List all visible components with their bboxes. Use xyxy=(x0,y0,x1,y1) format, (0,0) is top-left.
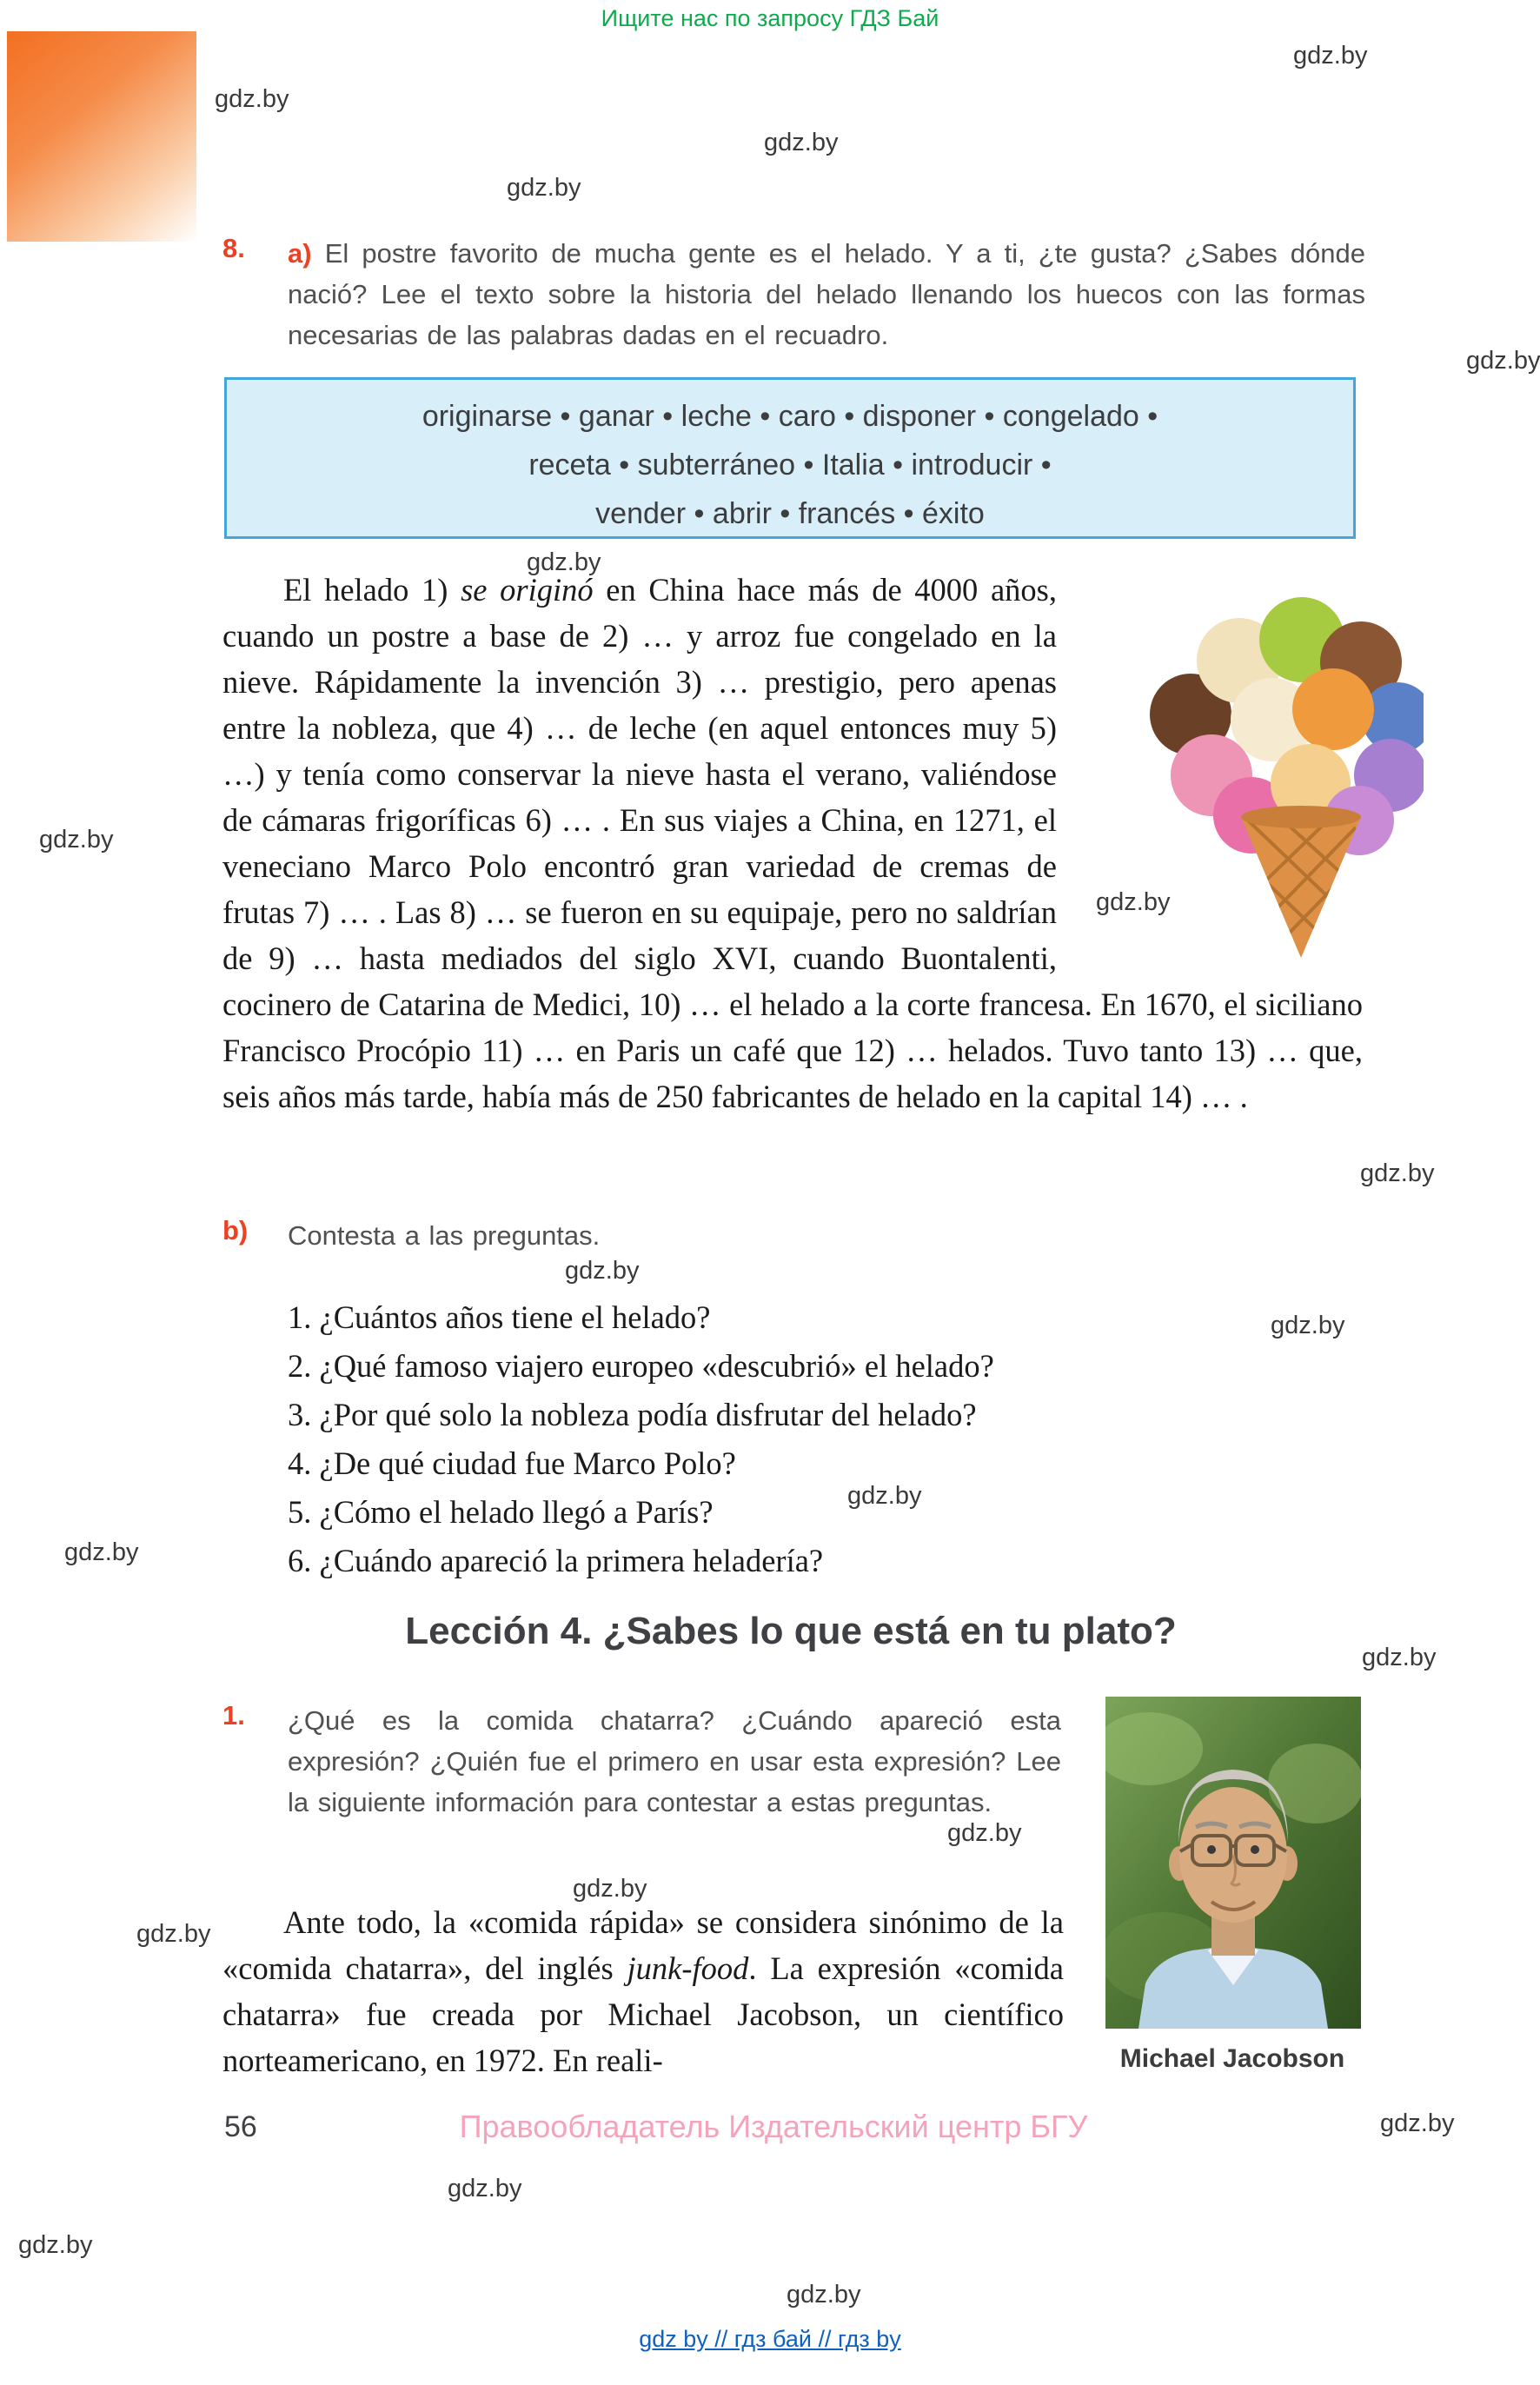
watermark: gdz.by xyxy=(947,1819,1022,1847)
part-b-label: b) xyxy=(222,1215,249,1246)
question-item: 5. ¿Cómo el helado llegó a París? xyxy=(288,1494,714,1530)
word-bank-line: vender • abrir • francés • éxito xyxy=(595,497,985,530)
watermark: gdz.by xyxy=(1360,1159,1435,1187)
reading-paragraph xyxy=(222,567,1363,1119)
part-a-label: a) xyxy=(288,238,312,269)
questions-list xyxy=(288,1293,994,1585)
watermark: gdz.by xyxy=(39,826,114,854)
watermark: gdz.by xyxy=(565,1257,640,1285)
exercise-8b xyxy=(222,1215,1365,1256)
watermark: gdz.by xyxy=(136,1920,211,1948)
exercise-8a xyxy=(222,233,1365,355)
watermark: gdz.by xyxy=(1380,2109,1455,2137)
question-item: 1. ¿Cuántos años tiene el helado? xyxy=(288,1299,711,1335)
exercise-1-number: 1. xyxy=(222,1700,245,1731)
orange-corner-decoration xyxy=(7,31,196,242)
part-a-text: El postre favorito de mucha gente es el helado. Y a ti, ¿te gusta? ¿Sabes dónde nació? Lee el texto sobre la historia del helado llenando los huecos con las formas necesarias de las palabras dadas en el recuadro. xyxy=(288,238,1365,350)
reading-text xyxy=(222,567,1363,1119)
watermark: gdz.by xyxy=(1096,888,1171,916)
watermark: gdz.by xyxy=(507,174,581,202)
watermark: gdz.by xyxy=(18,2231,93,2259)
para2-part2: . La expresión «comida chatarra» fue creada por Michael Jacobson, un científico norteamericano, en 1972. En reali- xyxy=(222,1950,1064,2078)
word-bank-box xyxy=(224,377,1356,539)
exercise-1-instruction: ¿Qué es la comida chatarra? ¿Cuándo apareció esta expresión? ¿Quién fue el primero en usar esta expresión? Lee la siguiente información para contestar a estas preguntas. xyxy=(288,1705,1061,1817)
para2-part1: Ante todo, la «comida rápida» se considera sinónimo de la «comida chatarra», del inglés xyxy=(222,1904,1064,1986)
watermark: gdz.by xyxy=(1466,347,1540,375)
exercise-8-number: 8. xyxy=(222,233,245,263)
watermark: gdz.by xyxy=(573,1875,647,1903)
michael-jacobson-portrait-icon xyxy=(1105,1697,1361,2029)
question-item: 2. ¿Qué famoso viajero europeo «descubrió» el helado? xyxy=(288,1348,994,1384)
watermark: gdz.by xyxy=(215,85,289,113)
watermark: gdz.by xyxy=(448,2175,522,2202)
watermark: gdz.by xyxy=(527,548,601,576)
footer-links[interactable]: gdz by // гдз бай // гдз by xyxy=(639,2326,901,2352)
copyright-line: Правообладатель Издательский центр БГУ xyxy=(459,2109,1088,2144)
ice-cream-cone-icon xyxy=(1137,567,1424,967)
word-bank-line: originarse • ganar • leche • caro • disponer • congelado • xyxy=(422,400,1158,433)
part-b-instruction: Contesta a las preguntas. xyxy=(288,1220,601,1251)
portrait-photo xyxy=(1105,1697,1361,2029)
word-bank-line: receta • subterráneo • Italia • introducir • xyxy=(528,448,1052,482)
top-search-note: Ищите нас по запросу ГДЗ Бай xyxy=(601,5,939,31)
question-item: 3. ¿Por qué solo la nobleza podía disfrutar del helado? xyxy=(288,1397,977,1432)
watermark: gdz.by xyxy=(787,2281,861,2309)
exercise-1 xyxy=(222,1700,1061,1823)
photo-caption: Michael Jacobson xyxy=(1119,2044,1345,2073)
reading-part2: en China hace más de 4000 años, cuando un postre a base de 2) … y arroz fue congelado en la nieve. Rápidamente la invención 3) … prestigio, pero apenas entre la nobleza, que 4) … de leche (en aquel entonces muy 5) …) y tenía como conservar la nieve hasta el verano, valiéndose de cámaras frigoríficas 6) … . En sus viajes a China, en 1271, el veneciano Marco Polo encontró gran variedad de cremas de frutas 7) … . Las 8) … se fueron en su equipaje, pero no saldrían de 9) … hasta mediados del siglo XVI, cuando Buontalenti, cocinero de Catarina de Medici, 10) … el helado a la corte francesa. En 1670, el siciliano Francisco Procópio 11) … en Paris un café que 12) … helados. Tuvo tanto 13) … que, seis años más tarde, había más de 250 fabricantes de helado en la capital 14) … . xyxy=(222,572,1363,1114)
lesson-title: Lección 4. ¿Sabes lo que está en tu plato? xyxy=(405,1610,1177,1652)
reading-italic: se originó xyxy=(461,572,594,608)
question-item: 6. ¿Cuándo apareció la primera heladería? xyxy=(288,1543,824,1578)
watermark: gdz.by xyxy=(1293,42,1368,70)
question-item: 4. ¿De qué ciudad fue Marco Polo? xyxy=(288,1445,736,1481)
watermark: gdz.by xyxy=(1362,1644,1437,1671)
watermark: gdz.by xyxy=(64,1538,139,1566)
junk-food-paragraph xyxy=(222,1899,1064,2083)
para2-italic: junk-food xyxy=(627,1950,749,1986)
watermark: gdz.by xyxy=(847,1482,922,1510)
watermark: gdz.by xyxy=(1271,1312,1345,1339)
exercise-8a-instruction xyxy=(222,233,1365,355)
ice-cream-image xyxy=(1076,567,1363,967)
reading-part1: El helado 1) xyxy=(283,572,461,608)
page-number: 56 xyxy=(224,2110,257,2143)
watermark: gdz.by xyxy=(764,129,839,156)
